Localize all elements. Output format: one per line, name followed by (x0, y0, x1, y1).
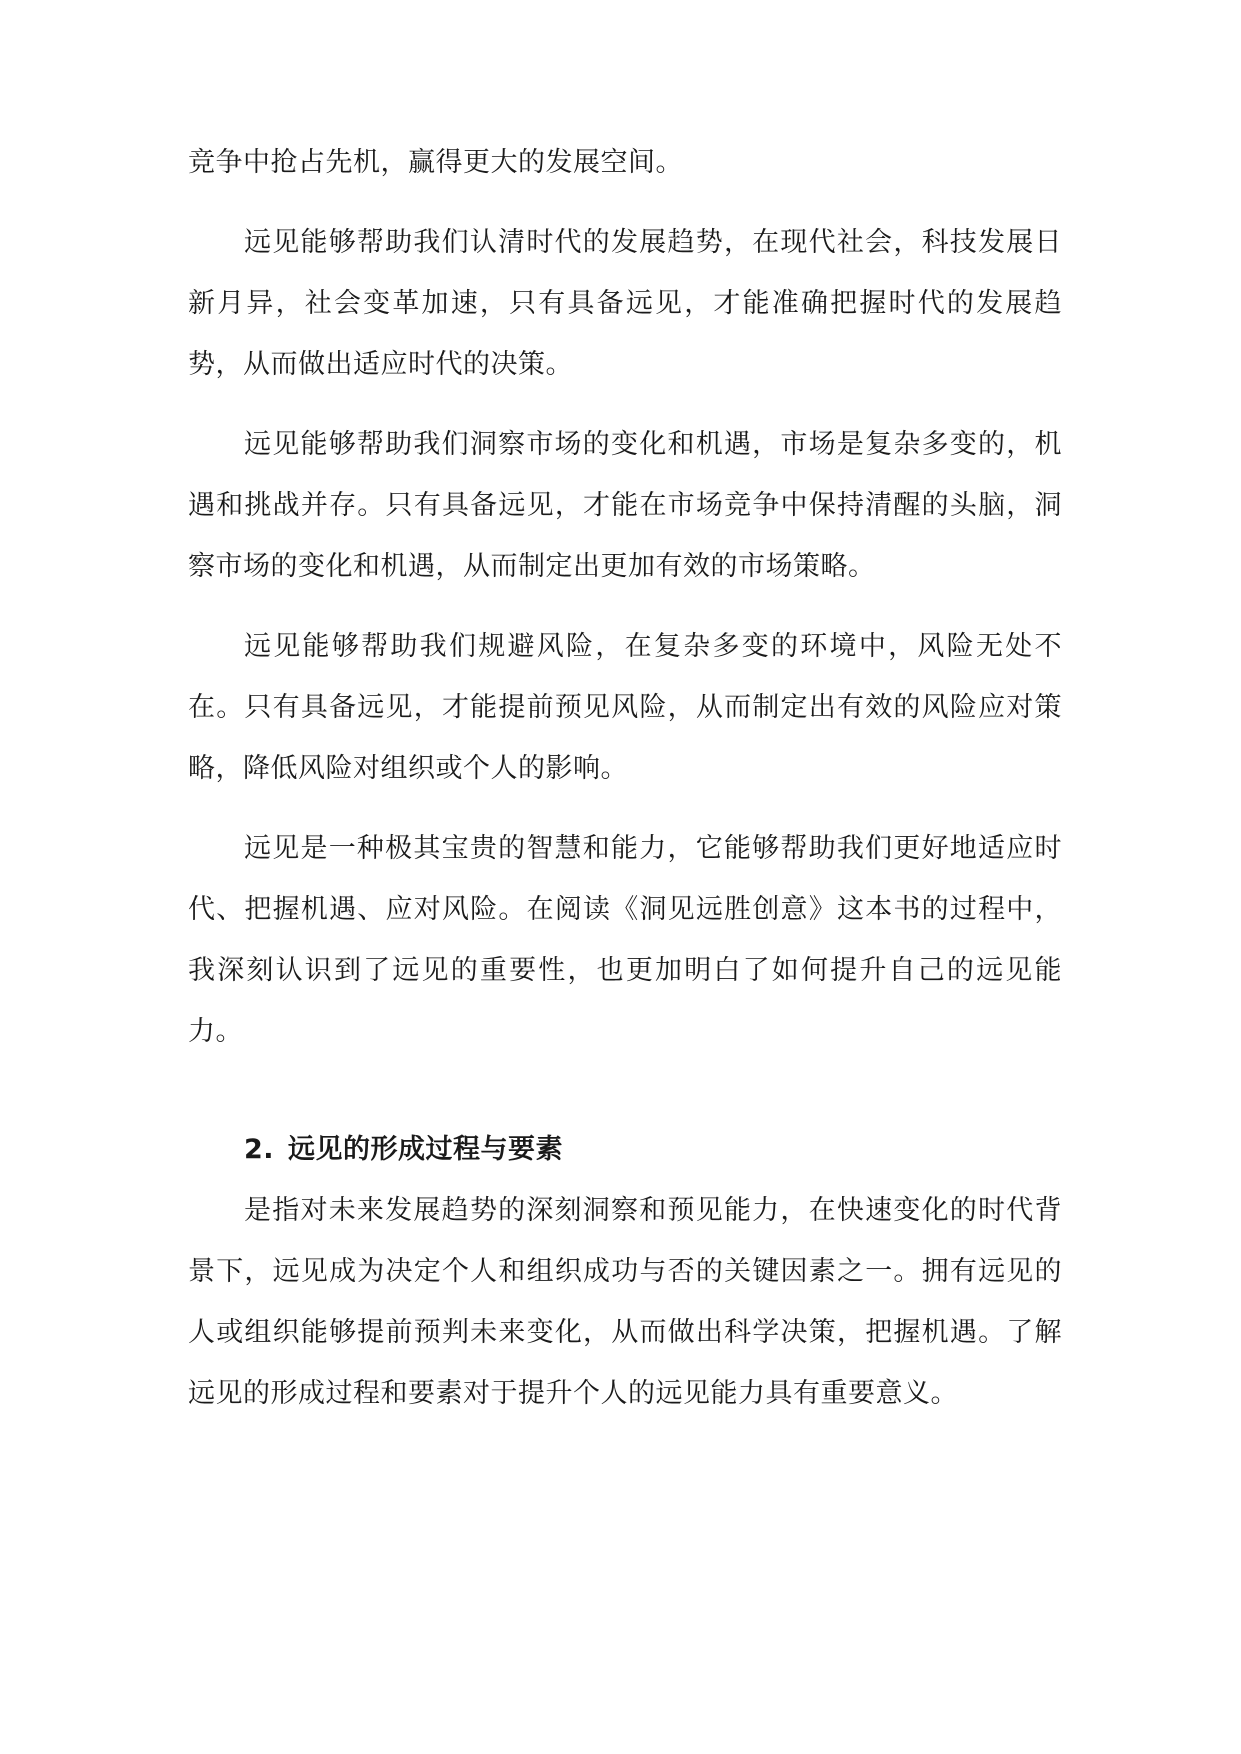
paragraph-market: 远见能够帮助我们洞察市场的变化和机遇，市场是复杂多变的，机遇和挑战并存。只有具备远见，才能在市场竞争中保持清醒的头脑，洞察市场的变化和机遇，从而制定出更加有效的市场策略。 (188, 429, 1062, 582)
section-title: 远见的形成过程与要素 (288, 1134, 564, 1165)
paragraph-summary: 远见是一种极其宝贵的智慧和能力，它能够帮助我们更好地适应时代、把握机遇、应对风险。在阅读《洞见远胜创意》这本书的过程中，我深刻认识到了远见的重要性，也更加明白了如何提升自己的远见能力。 (188, 833, 1062, 1047)
paragraph-continuation: 竞争中抢占先机，赢得更大的发展空间。 (188, 147, 683, 178)
section-heading (188, 1119, 1062, 1180)
paragraph-trends: 远见能够帮助我们认清时代的发展趋势，在现代社会，科技发展日新月异，社会变革加速，只有具备远见，才能准确把握时代的发展趋势，从而做出适应时代的决策。 (188, 227, 1062, 380)
paragraph-section-intro: 是指对未来发展趋势的深刻洞察和预见能力，在快速变化的时代背景下，远见成为决定个人和组织成功与否的关键因素之一。拥有远见的人或组织能够提前预判未来变化，从而做出科学决策，把握机遇。了解远见的形成过程和要素对于提升个人的远见能力具有重要意义。 (188, 1195, 1062, 1409)
paragraph-risk: 远见能够帮助我们规避风险，在复杂多变的环境中，风险无处不在。只有具备远见，才能提前预见风险，从而制定出有效的风险应对策略，降低风险对组织或个人的影响。 (188, 631, 1062, 784)
section-number: 2. (244, 1134, 275, 1165)
document-page (188, 132, 1062, 1424)
